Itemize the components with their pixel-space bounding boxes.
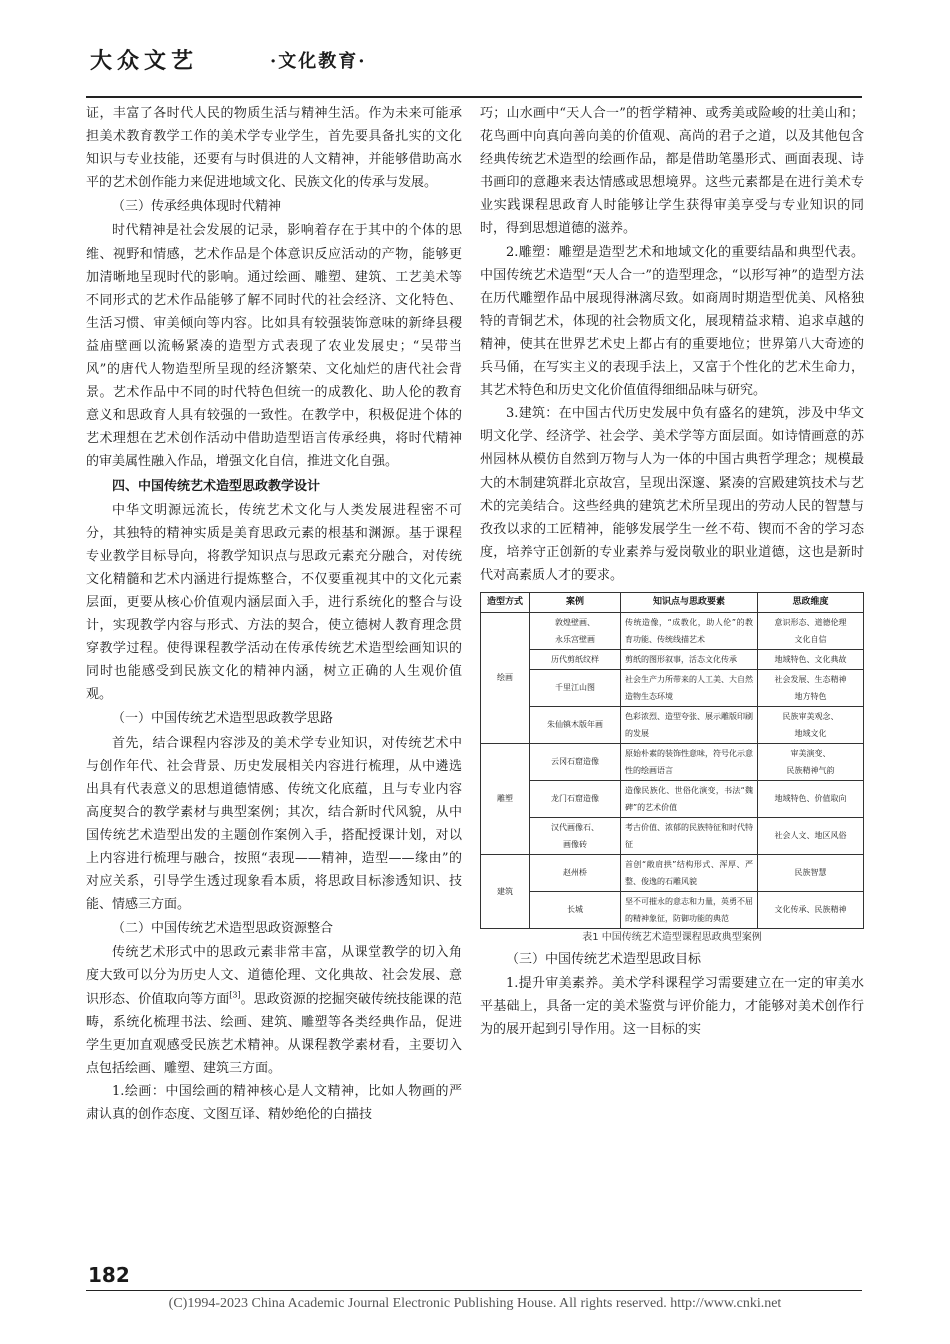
page-number: 182 [88,1263,130,1287]
table-caption: 表1 中国传统艺术造型课程思政典型案例 [582,931,762,943]
table-row [481,612,864,649]
right-column-top [480,102,864,587]
left-column [86,102,462,1126]
paragraph: 1.绘画：中国绘画的精神核心是人文精神，比如人物画的严肃认真的创作态度、文图互译、精妙绝伦的白描技 [86,1083,462,1123]
table-cell: 社会生产力所带来的人工美、大自然造物生态环境 [621,669,758,706]
copyright-notice: (C)1994-2023 China Academic Journal Electronic Publishing House. All rights reserved. http://www.cnki.net [168,1296,782,1311]
header-rule [86,96,862,98]
table-cell: 文化传承、民族精神 [758,891,864,928]
right-column-bottom [480,948,864,1041]
citation-ref: [3] [229,990,241,1000]
table-category-cell: 建筑 [481,854,530,928]
table-cell: 造像民族化、世俗化演变，书法“魏碑”的艺术价值 [621,780,758,817]
table-cell: 原始朴素的装饰性意味，符号化示意性的绘画语言 [621,743,758,780]
table-cell: 赵州桥 [530,854,621,891]
section-heading: 四、中国传统艺术造型思政教学设计 [112,478,321,494]
case-table [480,592,864,929]
paragraph: 巧；山水画中“天人合一”的哲学精神、或秀美或险峻的壮美山和；花鸟画中向真向善向美的价值观、高尚的君子之道，以及其他包含经典传统艺术造型的绘画作品，都是借助笔墨形式、画面表现、诗书画印的意趣来表达情感或思想境界。这些元素都是在进行美术专业实践课程思政育人时能够让学生获得审美享受与专业知识的同时，得到思想道德的滋养。 [480,106,864,237]
table-category-cell: 绘画 [481,612,530,743]
table-row [481,891,864,928]
table-cell: 民族审美观念、 地域文化 [758,706,864,743]
table-cell: 意识形态、道德伦理 文化自信 [758,612,864,649]
paragraph: 首先，结合课程内容涉及的美术学专业知识，对传统艺术中与创作年代、社会背景、历史发展相关内容进行梳理，从中遴选出具有代表意义的思想道德情感、传统文化底蕴，且与专业内容高度契合的教学素材与典型案例；其次，结合新时代风貌，从中国传统艺术造型出发的主题创作案例入手，搭配授课计划，对以上内容进行梳理与融合，按照“表现——精神，造型——缘由”的对应关系，引导学生透过现象看本质，将思政目标渗透知识、技能、情感三方面。 [86,735,462,913]
table-row [481,854,864,891]
table-body [481,612,864,928]
table-cell: 历代剪纸纹样 [530,649,621,669]
table-row [481,817,864,854]
table-category-cell: 雕塑 [481,743,530,854]
subsection-heading: （一）中国传统艺术造型思政教学思路 [112,711,334,727]
table-cell: 审美演变、 民族精神气韵 [758,743,864,780]
table-header-row [481,592,864,612]
journal-title: 大众文艺 [90,48,199,74]
table-cell: 剪纸的图形叙事，活态文化传承 [621,649,758,669]
table-row [481,780,864,817]
table-cell: 千里江山图 [530,669,621,706]
table-cell: 考古价值、浓郁的民族特征和时代特征 [621,817,758,854]
table-row [481,649,864,669]
table-cell: 社会人文、地区风俗 [758,817,864,854]
table-cell: 色彩浓烈、造型夸张、展示雕版印刷的发展 [621,706,758,743]
paragraph: 时代精神是社会发展的记录，影响着存在于其中的个体的思维、视野和情感，艺术作品是个体意识反应活动的产物，能够更加清晰地呈现时代的影响。通过绘画、雕塑、建筑、工艺美术等不同形式的艺术作品能够了解不同时代的社会经济、文化特色、生活习惯、审美倾向等内容。比如具有较强装饰意味的新绛县稷益庙壁画以流畅紧凑的造型方式表现了农业发展史；“吴带当风”的唐代人物造型所呈现的经济繁荣、文化灿烂的唐代社会背景。艺术作品中不同的时代特色但统一的成教化、助人伦的教育意义和思政育人具有较强的一致性。在教学中，积极促进个体的艺术理想在艺术创作活动中借助造型语言传承经典，将时代精神的审美属性融入作品，增强文化自信，推进文化自强。 [86,223,462,470]
table-cell: 地域特色、价值取向 [758,780,864,817]
paragraph-text: 传统艺术形式中的思政元素非常丰富，从课堂教学的切入角度大致可以分为历史人文、道德伦理、文化典故、社会发展、意识形态、价值取向等方面 [86,945,462,1007]
subsection-heading: （三）中国传统艺术造型思政目标 [506,951,702,967]
table-cell: 长城 [530,891,621,928]
table-cell: 传统造像，“成教化，助人伦”的教育功能、传统线描艺术 [621,612,758,649]
table-row [481,669,864,706]
paragraph-text: 。思政资源的挖掘突破传统技能课的范畴，系统化梳理书法、绘画、建筑、雕塑等各类经典作品，促进学生更加直观感受民族艺术精神。从课程教学素材看，主要切入点包括绘画、雕塑、建筑三方面。 [86,991,462,1076]
footer-rule [86,1290,862,1291]
table-header-cell: 造型方式 [481,592,530,612]
table-cell: 地域特色、文化典故 [758,649,864,669]
table-header-cell: 知识点与思政要素 [621,592,758,612]
table-header-cell: 思政维度 [758,592,864,612]
paragraph: 1.提升审美素养。美术学科课程学习需要建立在一定的审美水平基础上，具备一定的美术鉴赏与评价能力，才能够对美术创作行为的展开起到引导作用。这一目标的实 [480,976,864,1038]
table-header-cell: 案例 [530,592,621,612]
table-cell: 汉代画像石、 画像砖 [530,817,621,854]
table-row [481,743,864,780]
subsection-heading: （三）传承经典体现时代精神 [112,199,282,215]
table-cell: 云冈石窟造像 [530,743,621,780]
table-cell: 社会发展、生态精神 地方特色 [758,669,864,706]
paragraph: 中华文明源远流长，传统艺术文化与人类发展进程密不可分，其独特的精神实质是美育思政元素的根基和渊源。基于课程专业教学目标导向，将教学知识点与思政元素充分融合，对传统文化精髓和艺术内涵进行提炼整合，不仅要重视其中的文化元素层面，更要从核心价值观内涵层面入手，进行系统化的整合与设计，实现教学内容与形式、方法的契合，使立德树人教育理念贯穿教学过程。使得课程教学活动在传承传统艺术造型绘画知识的同时也能感受到民族文化的精神内涵，树立正确的人生观价值观。 [86,502,462,703]
paragraph: 证，丰富了各时代人民的物质生活与精神生活。作为未来可能承担美术教育教学工作的美术学专业学生，首先要具备扎实的文化知识与专业技能，还要有与时俱进的人文精神，并能够借助高水平的艺术创作能力来促进地域文化、民族文化的传承与发展。 [86,106,462,191]
section-name: ·文化教育· [270,51,367,72]
table-row [481,706,864,743]
table-cell: 朱仙镇木版年画 [530,706,621,743]
paragraph: 3.建筑：在中国古代历史发展中负有盛名的建筑，涉及中华文明文化学、经济学、社会学、美术学等方面层面。如诗情画意的苏州园林从模仿自然到万物与人为一体的中国古典哲学理念；规模最大的木制建筑群北京故宫，呈现出深邃、紧凑的宫殿建筑技术与艺术的完美结合。这些经典的建筑艺术所呈现出的劳动人民的智慧与孜孜以求的工匠精神，能够发展学生一丝不苟、锲而不舍的学习态度，培养守正创新的专业素养与爱岗敬业的职业道德，这也是新时代对高素质人才的要求。 [480,406,864,583]
paragraph [86,941,462,1080]
table-cell: 龙门石窟造像 [530,780,621,817]
paragraph: 2.雕塑：雕塑是造型艺术和地域文化的重要结晶和典型代表。中国传统艺术造型“天人合一”的造型理念，“以形写神”的造型方法在历代雕塑作品中展现得淋漓尽致。如商周时期造型优美、风格独特的青铜艺术，体现的社会物质文化，展现精益求精、追求卓越的精神，使其在世界艺术史上都占有的重要地位；世界第八大奇迹的兵马俑，在写实主义的表现手法上，又富于个性化的艺术生命力，其艺术特色和历史文化价值值得细细品味与研究。 [480,244,864,399]
right-column [480,102,864,1041]
table-cell: 坚不可摧永的意志和力量，英勇不屈的精神象征，防御功能的典范 [621,891,758,928]
subsection-heading: （二）中国传统艺术造型思政资源整合 [112,921,334,937]
table-cell: 民族智慧 [758,854,864,891]
table-cell: 首创“敞肩拱”结构形式、浑厚、严整、俊逸的石雕风貌 [621,854,758,891]
table-cell: 敦煌壁画、 永乐宫壁画 [530,612,621,649]
